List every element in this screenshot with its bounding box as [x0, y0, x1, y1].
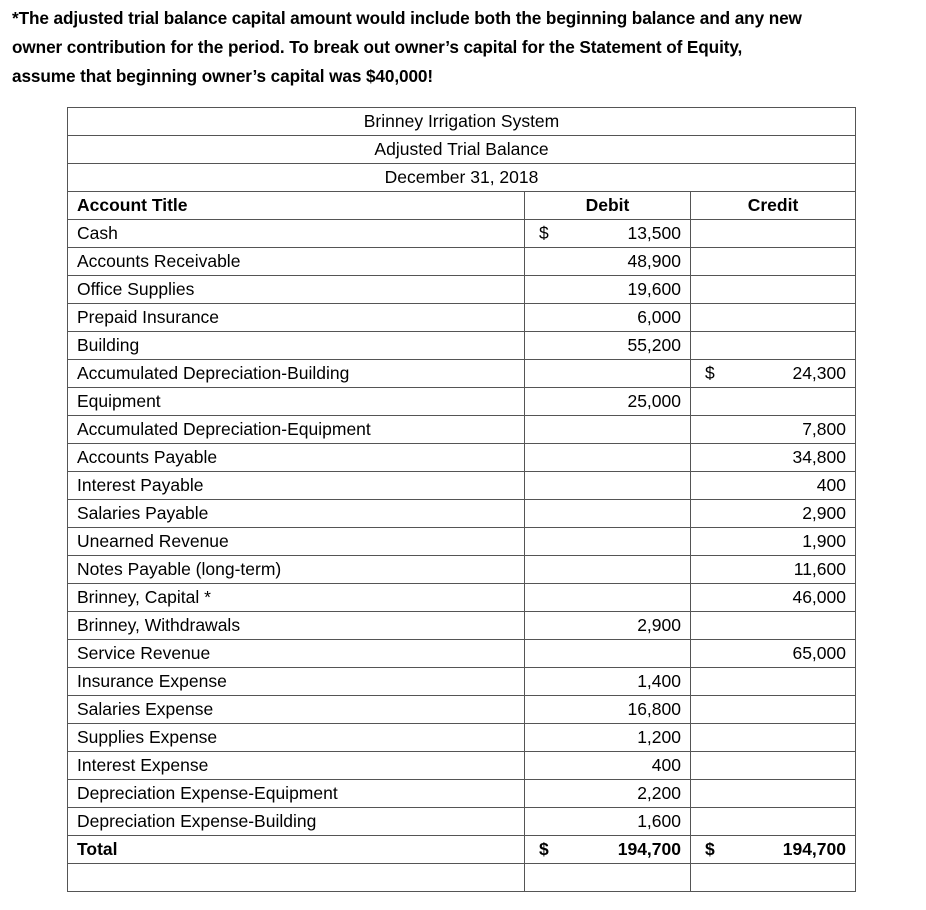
table-row	[68, 220, 856, 248]
credit-amount: 24,300	[792, 363, 846, 383]
credit-cell	[691, 332, 856, 360]
note-line: owner contribution for the period. To break out owner’s capital for the Statement of Equity,	[12, 37, 743, 57]
account-title-cell: Prepaid Insurance	[68, 304, 525, 332]
credit-cell	[691, 444, 856, 472]
credit-cell	[691, 304, 856, 332]
debit-amount: 19,600	[627, 279, 681, 299]
account-title-cell: Cash	[68, 220, 525, 248]
table-row	[68, 276, 856, 304]
table-row	[68, 752, 856, 780]
account-title-cell: Brinney, Withdrawals	[68, 612, 525, 640]
credit-amount: 1,900	[802, 531, 846, 551]
credit-cell	[691, 780, 856, 808]
credit-cell	[691, 808, 856, 836]
table-row	[68, 528, 856, 556]
debit-amount: 1,600	[637, 811, 681, 831]
debit-amount: 2,200	[637, 783, 681, 803]
debit-cell	[525, 416, 691, 444]
table-row	[68, 500, 856, 528]
account-title-cell: Accumulated Depreciation-Building	[68, 360, 525, 388]
credit-cell	[691, 276, 856, 304]
debit-amount: 1,400	[637, 671, 681, 691]
credit-cell	[691, 724, 856, 752]
account-title-cell: Accounts Payable	[68, 444, 525, 472]
table-row	[68, 304, 856, 332]
company-name: Brinney Irrigation System	[68, 108, 856, 136]
debit-amount: 25,000	[627, 391, 681, 411]
debit-cell	[525, 780, 691, 808]
blank-cell	[691, 864, 856, 892]
title-row	[68, 108, 856, 136]
debit-cell	[525, 276, 691, 304]
credit-cell	[691, 220, 856, 248]
debit-amount: 13,500	[627, 223, 681, 243]
total-label: Total	[68, 836, 525, 864]
debit-cell	[525, 472, 691, 500]
note-line: *The adjusted trial balance capital amount would include both the beginning balance and any new	[12, 8, 802, 28]
credit-amount: 7,800	[802, 419, 846, 439]
credit-amount: 46,000	[792, 587, 846, 607]
trial-balance-table	[67, 107, 856, 892]
credit-cell	[691, 248, 856, 276]
debit-cell	[525, 220, 691, 248]
debit-cell	[525, 444, 691, 472]
total-debit-currency: $	[539, 839, 549, 859]
total-debit-amount: 194,700	[617, 839, 681, 859]
debit-cell	[525, 640, 691, 668]
account-title-cell: Interest Payable	[68, 472, 525, 500]
table-row	[68, 332, 856, 360]
account-title-cell: Depreciation Expense-Equipment	[68, 780, 525, 808]
credit-cell	[691, 528, 856, 556]
table-row	[68, 472, 856, 500]
table-row	[68, 444, 856, 472]
title-row	[68, 136, 856, 164]
credit-cell	[691, 640, 856, 668]
debit-cell	[525, 808, 691, 836]
total-credit-amount: 194,700	[782, 839, 846, 859]
total-credit-cell	[691, 836, 856, 864]
total-row	[68, 836, 856, 864]
credit-cell	[691, 752, 856, 780]
account-title-cell: Accumulated Depreciation-Equipment	[68, 416, 525, 444]
debit-cell	[525, 668, 691, 696]
credit-cell	[691, 668, 856, 696]
total-credit-currency: $	[705, 839, 715, 859]
account-title-cell: Depreciation Expense-Building	[68, 808, 525, 836]
debit-cell	[525, 724, 691, 752]
credit-amount: 11,600	[793, 559, 846, 579]
credit-amount: 65,000	[792, 643, 846, 663]
credit-amount: 2,900	[802, 503, 846, 523]
credit-header: Credit	[691, 192, 856, 220]
account-title-cell: Notes Payable (long-term)	[68, 556, 525, 584]
credit-cell	[691, 360, 856, 388]
debit-amount: 16,800	[627, 699, 681, 719]
account-title-cell: Salaries Expense	[68, 696, 525, 724]
debit-cell	[525, 304, 691, 332]
credit-cell	[691, 556, 856, 584]
account-title-cell: Building	[68, 332, 525, 360]
table-row	[68, 360, 856, 388]
account-title-cell: Service Revenue	[68, 640, 525, 668]
table-row	[68, 780, 856, 808]
table-row	[68, 388, 856, 416]
table-row	[68, 248, 856, 276]
report-name: Adjusted Trial Balance	[68, 136, 856, 164]
account-title-cell: Brinney, Capital *	[68, 584, 525, 612]
debit-cell	[525, 528, 691, 556]
table-row	[68, 556, 856, 584]
table-row	[68, 668, 856, 696]
total-debit-cell	[525, 836, 691, 864]
debit-amount: 48,900	[627, 251, 681, 271]
debit-amount: 400	[651, 755, 681, 775]
table-row	[68, 584, 856, 612]
debit-cell	[525, 752, 691, 780]
credit-cell	[691, 500, 856, 528]
table-row	[68, 724, 856, 752]
debit-cell	[525, 332, 691, 360]
debit-amount: 55,200	[627, 335, 681, 355]
debit-cell	[525, 388, 691, 416]
table-row	[68, 696, 856, 724]
table-row	[68, 640, 856, 668]
credit-cell	[691, 388, 856, 416]
credit-currency: $	[705, 363, 715, 383]
account-title-cell: Interest Expense	[68, 752, 525, 780]
debit-cell	[525, 584, 691, 612]
account-title-header: Account Title	[68, 192, 525, 220]
blank-cell	[525, 864, 691, 892]
instruction-note	[12, 4, 917, 91]
blank-row	[68, 864, 856, 892]
debit-header: Debit	[525, 192, 691, 220]
note-line: assume that beginning owner’s capital was $40,000!	[12, 66, 434, 86]
credit-cell	[691, 696, 856, 724]
debit-cell	[525, 612, 691, 640]
debit-cell	[525, 500, 691, 528]
account-title-cell: Equipment	[68, 388, 525, 416]
account-title-cell: Supplies Expense	[68, 724, 525, 752]
credit-cell	[691, 612, 856, 640]
debit-cell	[525, 696, 691, 724]
account-title-cell: Accounts Receivable	[68, 248, 525, 276]
debit-amount: 1,200	[637, 727, 681, 747]
account-title-cell: Unearned Revenue	[68, 528, 525, 556]
credit-amount: 400	[816, 475, 846, 495]
debit-cell	[525, 556, 691, 584]
account-title-cell: Salaries Payable	[68, 500, 525, 528]
table-row	[68, 808, 856, 836]
account-title-cell: Insurance Expense	[68, 668, 525, 696]
debit-cell	[525, 248, 691, 276]
credit-amount: 34,800	[792, 447, 846, 467]
debit-amount: 6,000	[637, 307, 681, 327]
credit-cell	[691, 416, 856, 444]
debit-currency: $	[539, 223, 549, 243]
blank-cell	[68, 864, 525, 892]
table-row	[68, 612, 856, 640]
report-date: December 31, 2018	[68, 164, 856, 192]
debit-amount: 2,900	[637, 615, 681, 635]
table-row	[68, 416, 856, 444]
column-header-row	[68, 192, 856, 220]
title-row	[68, 164, 856, 192]
debit-cell	[525, 360, 691, 388]
credit-cell	[691, 472, 856, 500]
credit-cell	[691, 584, 856, 612]
account-title-cell: Office Supplies	[68, 276, 525, 304]
